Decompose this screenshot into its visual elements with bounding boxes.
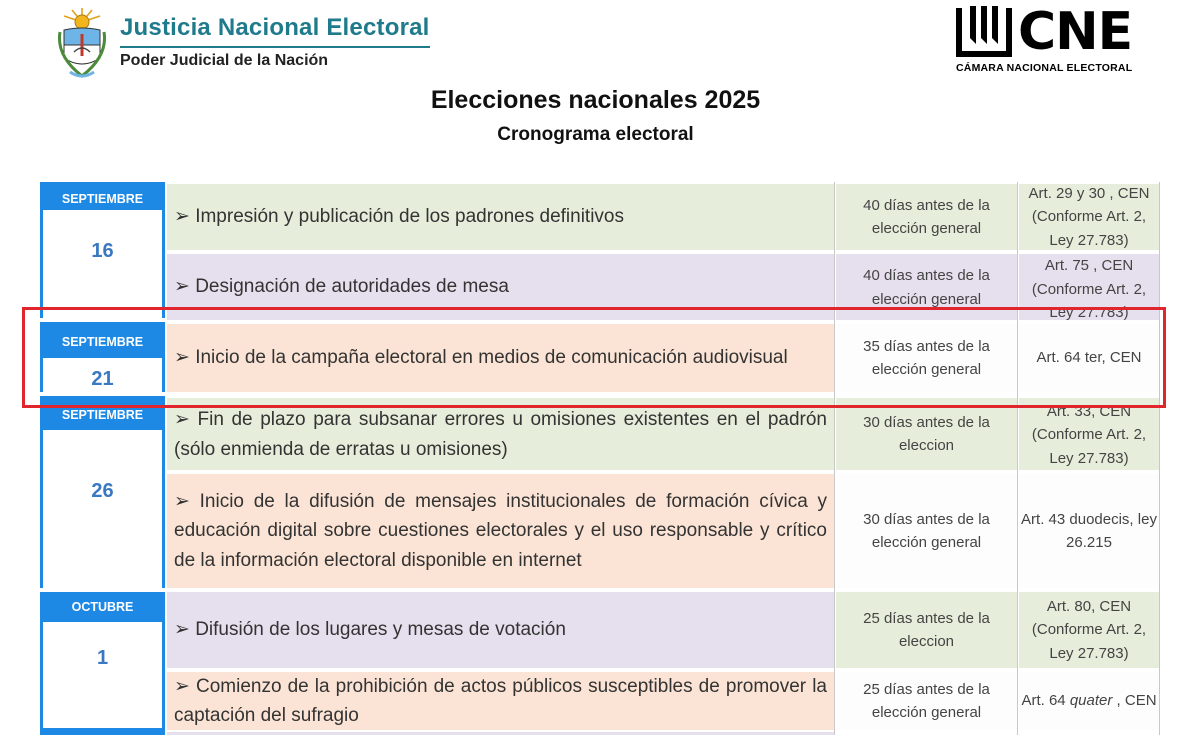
next-month-bar xyxy=(40,728,165,735)
schedule-row-days: 25 días antes de la elección general xyxy=(836,672,1017,730)
day-number: 26 xyxy=(91,480,114,502)
month-label: SEPTIEMBRE xyxy=(40,396,165,430)
schedule-row-days: 30 días antes de la eleccion xyxy=(836,398,1017,470)
schedule-row-activity: ➢ Designación de autoridades de mesa xyxy=(167,254,834,320)
cne-logo xyxy=(956,0,1132,78)
month-label: SEPTIEMBRE xyxy=(40,322,165,358)
schedule-row-article: Art. 43 duodecis, ley 26.215 xyxy=(1019,474,1159,588)
cne-mark-icon xyxy=(956,4,1012,56)
cne-logo-text: CNE xyxy=(1018,2,1133,62)
schedule-row-activity: ➢ Fin de plazo para subsanar errores u omisiones existentes en el padrón (sólo enmienda de erratas u omisiones) xyxy=(167,398,834,470)
day-number: 21 xyxy=(91,368,114,390)
schedule-row-activity: ➢ Difusión de los lugares y mesas de votación xyxy=(167,592,834,668)
day-number: 16 xyxy=(91,240,114,262)
schedule-row-article: Art. 75 , CEN (Conforme Art. 2, Ley 27.783) xyxy=(1019,254,1159,320)
page-title: Elecciones nacionales 2025 xyxy=(430,86,761,114)
schedule-row-article: Art. 29 y 30 , CEN (Conforme Art. 2, Ley 27.783) xyxy=(1019,184,1159,250)
cne-logo-subtext: CÁMARA NACIONAL ELECTORAL xyxy=(956,62,1133,74)
schedule-row-activity: ➢ Inicio de la difusión de mensajes institucionales de formación cívica y educación digital sobre cuestiones electorales y el uso responsable y crítico de la información electoral disponible en internet xyxy=(167,474,834,588)
schedule-row-days: 30 días antes de la elección general xyxy=(836,474,1017,588)
schedule-row-article: Art. 64 quater , CEN xyxy=(1019,672,1159,730)
institution-subtitle: Poder Judicial de la Nación xyxy=(120,52,329,69)
schedule-row-activity: ➢ Inicio de la campaña electoral en medios de comunicación audiovisual xyxy=(167,324,834,392)
institution-title: Justicia Nacional Electoral xyxy=(120,14,430,41)
schedule-row-activity: ➢ Impresión y publicación de los padrones definitivos xyxy=(167,184,834,250)
month-label: OCTUBRE xyxy=(40,592,165,622)
title-divider xyxy=(120,46,430,48)
column-divider xyxy=(1017,182,1018,735)
schedule-row-article: Art. 64 ter, CEN xyxy=(1019,324,1159,392)
page-subtitle: Cronograma electoral xyxy=(497,124,694,145)
highlight-box xyxy=(22,307,1166,408)
schedule-row-days: 40 días antes de la elección general xyxy=(836,254,1017,320)
column-divider xyxy=(1159,182,1160,735)
schedule-row-days: 35 días antes de la elección general xyxy=(836,324,1017,392)
schedule-row-days: 40 días antes de la elección general xyxy=(836,184,1017,250)
schedule-row-activity: ➢ Comienzo de la prohibición de actos públicos susceptibles de promover la captación del sufragio xyxy=(167,672,834,730)
schedule-row-article: Art. 80, CEN (Conforme Art. 2, Ley 27.783) xyxy=(1019,592,1159,668)
schedule-row-article: Art. 33, CEN (Conforme Art. 2, Ley 27.783) xyxy=(1019,398,1159,470)
column-divider xyxy=(834,182,835,735)
schedule-row-days: 25 días antes de la eleccion xyxy=(836,592,1017,668)
month-label: SEPTIEMBRE xyxy=(40,182,165,210)
day-number: 1 xyxy=(96,647,109,669)
argentina-coat-of-arms-logo xyxy=(56,8,108,82)
